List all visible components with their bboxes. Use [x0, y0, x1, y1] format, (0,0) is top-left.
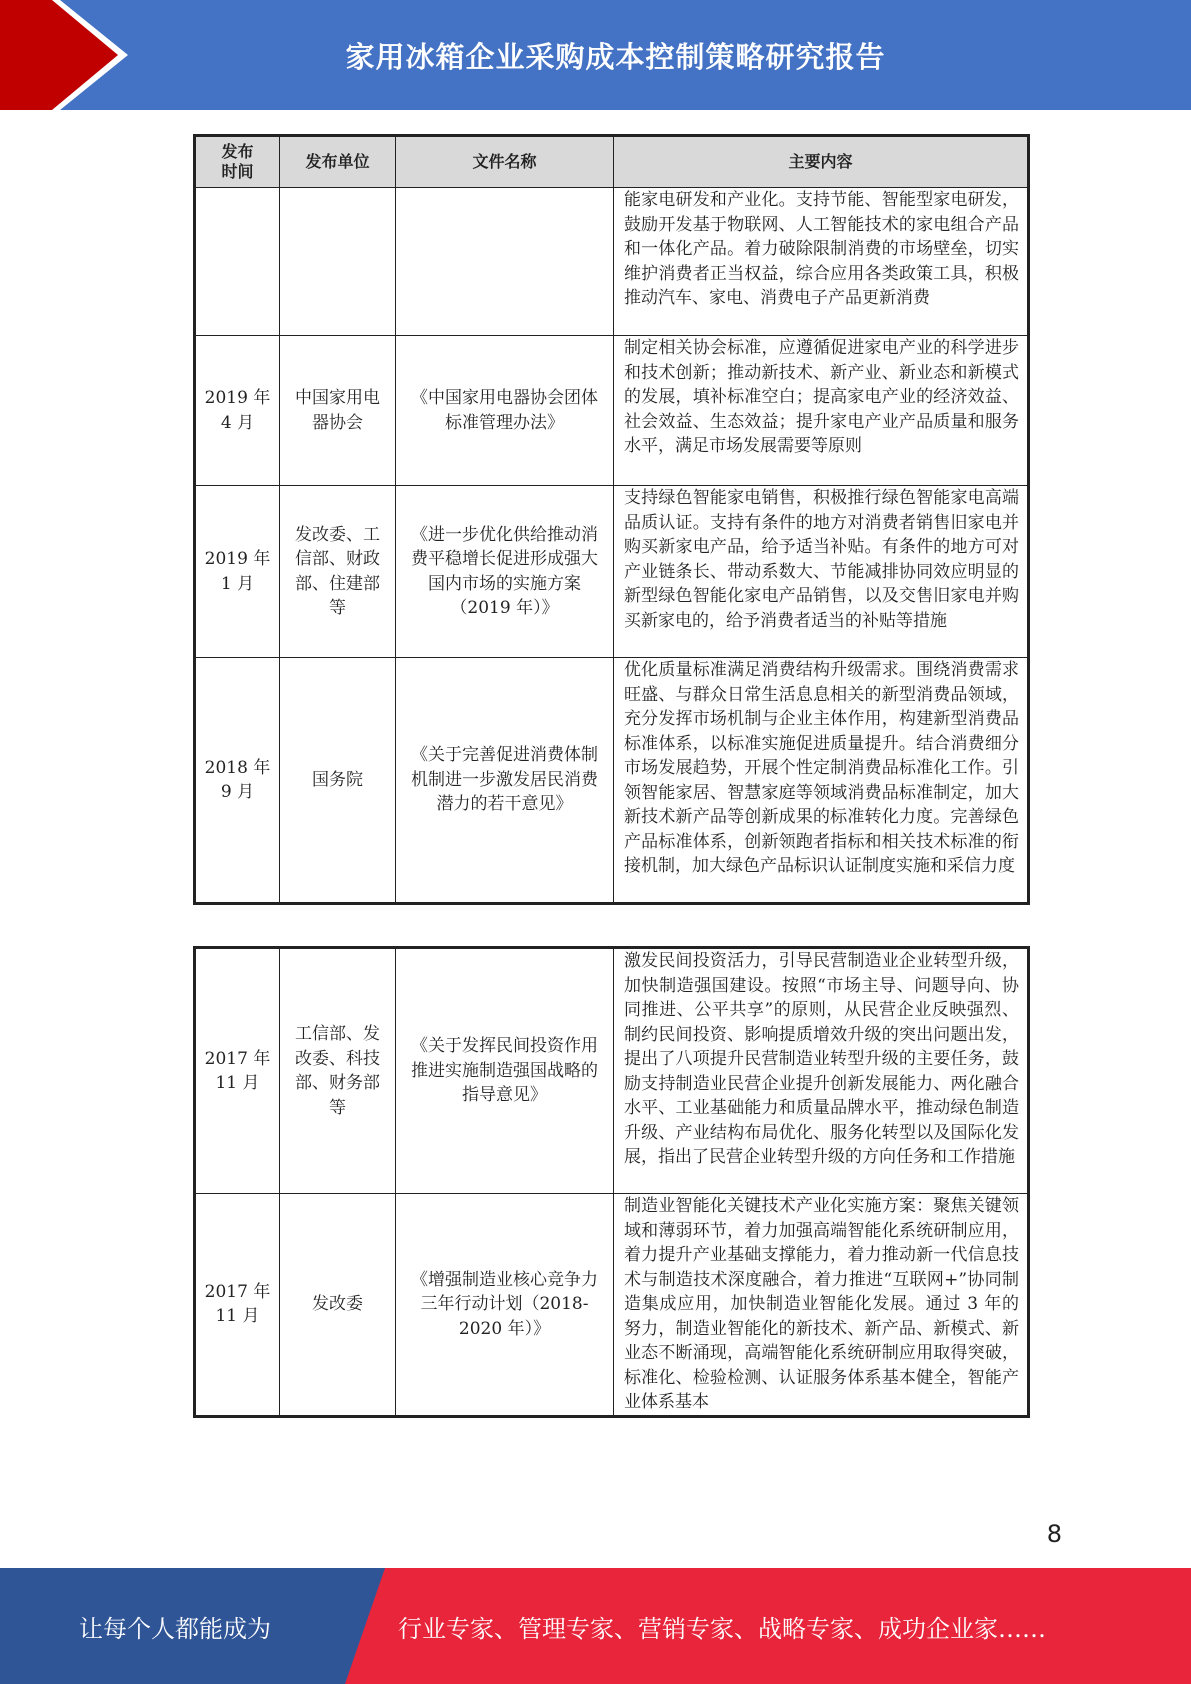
- table-row: [195, 188, 1029, 336]
- cell-content: 优化质量标准满足消费结构升级需求。围绕消费需求旺盛、与群众日常生活息息相关的新型消费品领域，充分发挥市场机制与企业主体作用，构建新型消费品标准体系，以标准实施促进质量提升。结合消费细分市场发展趋势，开展个性定制消费品标准化工作。引领智能家居、智慧家庭等领域消费品标准制定，加大新技术新产品等创新成果的标准转化力度。完善绿色产品标准体系，创新领跑者指标和相关技术标准的衔接机制，加大绿色产品标识认证制度实施和采信力度: [614, 658, 1029, 904]
- cell-content: 支持绿色智能家电销售，积极推行绿色智能家电高端品质认证。支持有条件的地方对消费者销售旧家电并购买新家电产品，给予适当补贴。有条件的地方可对产业链条长、带动系数大、节能减排协同效应明显的新型绿色智能化家电产品销售，以及交售旧家电并购买新家电的，给予消费者适当的补贴等措施: [614, 486, 1029, 658]
- cell-date: [195, 188, 280, 336]
- cell-document: 《中国家用电器协会团体标准管理办法》: [396, 336, 614, 486]
- cell-issuer: 中国家用电器协会: [280, 336, 396, 486]
- cell-date: [195, 658, 280, 904]
- cell-issuer: 发改委: [280, 1194, 396, 1417]
- date-text: 2019 年 4 月: [204, 388, 271, 433]
- table-row: [195, 1194, 1029, 1417]
- cell-date: [195, 948, 280, 1194]
- table-row: [195, 658, 1029, 904]
- col-header-content: 主要内容: [614, 136, 1029, 188]
- date-text: 2017 年 11 月: [204, 1281, 271, 1327]
- footer-slogan-left: 让每个人都能成为: [79, 1614, 271, 1643]
- cell-issuer: [280, 188, 396, 336]
- page-number: 8: [1046, 1520, 1062, 1548]
- date-text: 2017 年 11 月: [204, 1048, 271, 1093]
- cell-issuer: 工信部、发改委、科技部、财务部等: [280, 948, 396, 1194]
- cell-document: [396, 188, 614, 336]
- cell-content: 激发民间投资活力，引导民营制造业企业转型升级，加快制造强国建设。按照“市场主导、问题导向、协同推进、公平共享”的原则，从民营企业反映强烈、制约民间投资、影响提质增效升级的突出问题出发，提出了八项提升民营制造业转型升级的主要任务，鼓励支持制造业民营企业提升创新发展能力、两化融合水平、工业基础能力和质量品牌水平，推动绿色制造升级、产业结构布局优化、服务化转型以及国际化发展，指出了民营企业转型升级的方向任务和工作措施: [614, 948, 1029, 1194]
- report-title: 家用冰箱企业采购成本控制策略研究报告: [345, 39, 886, 74]
- col-header-issuer: 发布单位: [280, 136, 396, 188]
- page-footer: [0, 1568, 1191, 1684]
- cell-date: [195, 486, 280, 658]
- table-row: [195, 948, 1029, 1194]
- table-row: [195, 486, 1029, 658]
- col-header-date: 发布 时间: [195, 136, 280, 188]
- page-header: [0, 0, 1191, 110]
- table-row: [195, 336, 1029, 486]
- policy-table: [193, 134, 1030, 905]
- cell-date: [195, 336, 280, 486]
- cell-issuer: 国务院: [280, 658, 396, 904]
- cell-content: 制定相关协会标准，应遵循促进家电产业的科学进步和技术创新；推动新技术、新产业、新业态和新模式的发展，填补标准空白；提高家电产业的经济效益、社会效益、生态效益；提升家电产业产品质量和服务水平，满足市场发展需要等原则: [614, 336, 1029, 486]
- col-header-document: 文件名称: [396, 136, 614, 188]
- date-text: 2018 年 9 月: [204, 757, 271, 802]
- cell-document: 《进一步优化供给推动消费平稳增长促进形成强大国内市场的实施方案（2019 年）》: [396, 486, 614, 658]
- cell-document: 《关于完善促进消费体制机制进一步激发居民消费潜力的若干意见》: [396, 658, 614, 904]
- policy-table-continued: [193, 946, 1030, 1418]
- cell-document: 《关于发挥民间投资作用推进实施制造强国战略的指导意见》: [396, 948, 614, 1194]
- cell-content: 能家电研发和产业化。支持节能、智能型家电研发，鼓励开发基于物联网、人工智能技术的家电组合产品和一体化产品。着力破除限制消费的市场壁垒，切实维护消费者正当权益，综合应用各类政策工具，积极推动汽车、家电、消费电子产品更新消费: [614, 188, 1029, 336]
- cell-content: 制造业智能化关键技术产业化实施方案：聚焦关键领域和薄弱环节，着力加强高端智能化系统研制应用，着力提升产业基础支撑能力，着力推动新一代信息技术与制造技术深度融合，着力推进“互联网+”协同制造集成应用，加快制造业智能化发展。通过 3 年的努力，制造业智能化的新技术、新产品、新模式、新业态不断涌现，高端智能化系统研制应用取得突破，标准化、检验检测、认证服务体系基本健全，智能产业体系基本: [614, 1194, 1029, 1417]
- table-header-row: [195, 136, 1029, 188]
- footer-slogan-right: 行业专家、管理专家、营销专家、战略专家、成功企业家……: [398, 1614, 1046, 1643]
- cell-issuer: 发改委、工信部、财政部、住建部等: [280, 486, 396, 658]
- cell-date: [195, 1194, 280, 1417]
- date-text: 2019 年 1 月: [204, 549, 271, 594]
- cell-document: 《增强制造业核心竞争力三年行动计划（2018-2020 年）》: [396, 1194, 614, 1417]
